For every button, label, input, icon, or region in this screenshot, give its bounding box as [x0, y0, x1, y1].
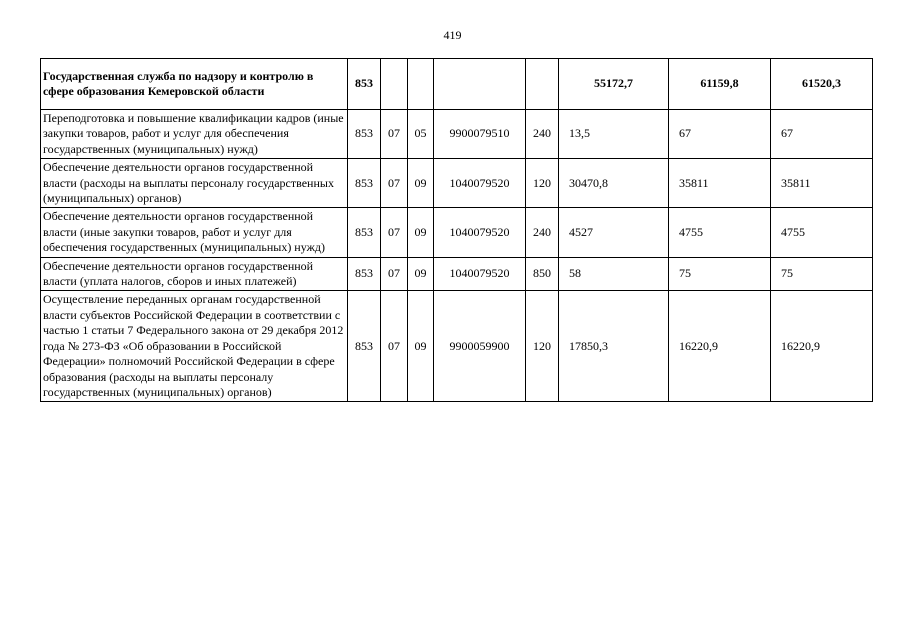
cell-value-3: 75 [771, 257, 873, 291]
page-number: 419 [443, 28, 462, 42]
cell-section: 07 [381, 291, 408, 402]
cell-name: Осуществление переданных органам государственной власти субъектов Российской Федерации в соответствии с частью 1 статьи 7 Федерального закона от 29 декабря 2012 года № 273-ФЗ «Об образовании в Российской Федерации» полномочий Российской Федерации в сфере образования (расходы на выплаты персоналу государственных (муниципальных) органов) [41, 291, 348, 402]
cell-target-article: 9900079510 [434, 110, 526, 159]
cell-name: Обеспечение деятельности органов государственной власти (уплата налогов, сборов и иных платежей) [41, 257, 348, 291]
cell-subsection: 09 [408, 159, 434, 208]
cell-section [381, 59, 408, 110]
cell-expense-type: 120 [526, 291, 559, 402]
cell-expense-type: 240 [526, 110, 559, 159]
cell-ministry: 853 [348, 159, 381, 208]
cell-subsection: 09 [408, 291, 434, 402]
cell-name: Обеспечение деятельности органов государственной власти (иные закупки товаров, работ и услуг для обеспечения государственных (муниципальных) нужд) [41, 208, 348, 257]
cell-target-article: 1040079520 [434, 159, 526, 208]
cell-section: 07 [381, 159, 408, 208]
cell-value-3: 16220,9 [771, 291, 873, 402]
table-row [41, 257, 873, 291]
cell-subsection [408, 59, 434, 110]
cell-ministry: 853 [348, 110, 381, 159]
cell-value-2: 16220,9 [669, 291, 771, 402]
table-row [41, 110, 873, 159]
cell-target-article: 1040079520 [434, 257, 526, 291]
cell-value-2: 35811 [669, 159, 771, 208]
cell-target-article [434, 59, 526, 110]
cell-target-article: 9900059900 [434, 291, 526, 402]
cell-name: Государственная служба по надзору и контролю в сфере образования Кемеровской области [41, 59, 348, 110]
cell-target-article: 1040079520 [434, 208, 526, 257]
cell-expense-type: 240 [526, 208, 559, 257]
cell-ministry: 853 [348, 208, 381, 257]
cell-ministry: 853 [348, 291, 381, 402]
cell-value-1: 17850,3 [559, 291, 669, 402]
cell-expense-type [526, 59, 559, 110]
cell-ministry: 853 [348, 257, 381, 291]
cell-section: 07 [381, 208, 408, 257]
table-row [41, 291, 873, 402]
table-header-row [41, 59, 873, 110]
budget-table [40, 58, 873, 402]
cell-name: Обеспечение деятельности органов государственной власти (расходы на выплаты персоналу государственных (муниципальных) органов) [41, 159, 348, 208]
cell-value-2: 67 [669, 110, 771, 159]
cell-expense-type: 850 [526, 257, 559, 291]
cell-subsection: 09 [408, 257, 434, 291]
cell-value-2: 61159,8 [669, 59, 771, 110]
cell-value-1: 30470,8 [559, 159, 669, 208]
cell-value-3: 67 [771, 110, 873, 159]
cell-value-2: 4755 [669, 208, 771, 257]
cell-section: 07 [381, 257, 408, 291]
table-row [41, 208, 873, 257]
cell-expense-type: 120 [526, 159, 559, 208]
table-row [41, 159, 873, 208]
cell-value-3: 35811 [771, 159, 873, 208]
cell-subsection: 05 [408, 110, 434, 159]
cell-section: 07 [381, 110, 408, 159]
cell-value-1: 55172,7 [559, 59, 669, 110]
cell-value-1: 13,5 [559, 110, 669, 159]
cell-ministry: 853 [348, 59, 381, 110]
cell-value-1: 4527 [559, 208, 669, 257]
cell-subsection: 09 [408, 208, 434, 257]
table-body [41, 59, 873, 402]
cell-value-3: 4755 [771, 208, 873, 257]
cell-value-1: 58 [559, 257, 669, 291]
cell-name: Переподготовка и повышение квалификации кадров (иные закупки товаров, работ и услуг для обеспечения государственных (муниципальных) нужд) [41, 110, 348, 159]
cell-value-3: 61520,3 [771, 59, 873, 110]
cell-value-2: 75 [669, 257, 771, 291]
